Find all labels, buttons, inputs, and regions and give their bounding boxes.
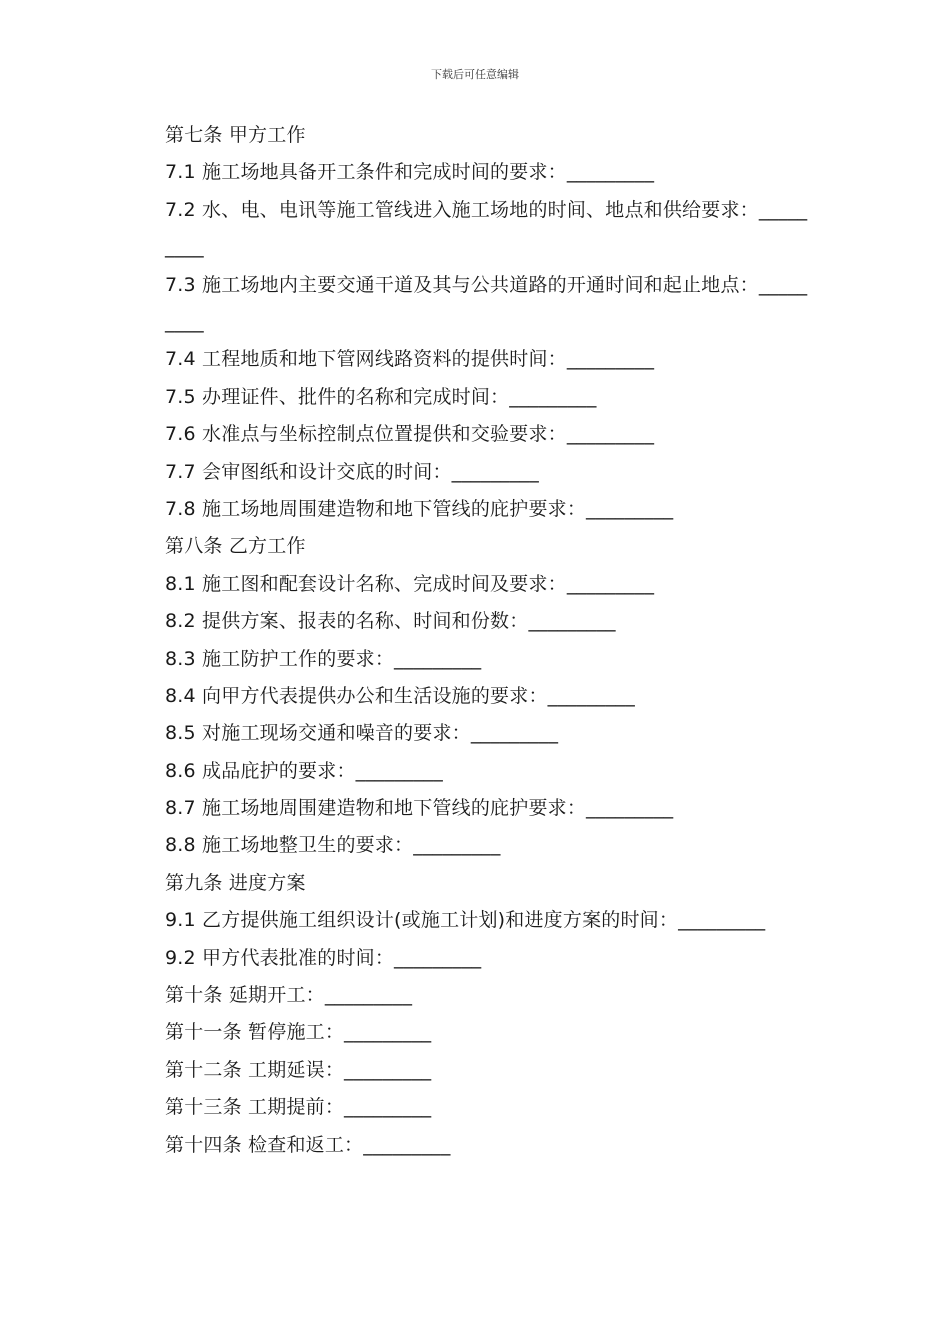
- clause-7-3: 7.3 施工场地内主要交通干道及其与公共道路的开通时间和起止地点：_________: [165, 273, 808, 333]
- article-13: 第十三条 工期提前：_________: [165, 1096, 432, 1119]
- article-14: 第十四条 检查和返工：_________: [165, 1133, 451, 1156]
- article-12: 第十二条 工期延误：_________: [165, 1058, 432, 1081]
- clause-7-1: 7.1 施工场地具备开工条件和完成时间的要求：_________: [165, 161, 655, 184]
- page-header: 下载后可任意编辑: [431, 68, 519, 81]
- clause-8-5: 8.5 对施工现场交通和噪音的要求：_________: [165, 722, 559, 745]
- article-8-heading: 第八条 乙方工作: [165, 535, 306, 558]
- clause-8-6: 8.6 成品庇护的要求：_________: [165, 759, 443, 782]
- clause-8-8: 8.8 施工场地整卫生的要求：_________: [165, 834, 501, 857]
- clause-7-4: 7.4 工程地质和地下管网线路资料的提供时间：_________: [165, 348, 655, 371]
- clause-7-6: 7.6 水准点与坐标控制点位置提供和交验要求：_________: [165, 423, 655, 446]
- clause-7-7: 7.7 会审图纸和设计交底的时间：_________: [165, 460, 539, 483]
- clause-8-3: 8.3 施工防护工作的要求：_________: [165, 647, 482, 670]
- clause-9-1: 9.1 乙方提供施工组织设计(或施工计划)和进度方案的时间：_________: [165, 909, 766, 932]
- article-11: 第十一条 暂停施工：_________: [165, 1021, 432, 1044]
- clause-7-8: 7.8 施工场地周围建造物和地下管线的庇护要求：_________: [165, 497, 674, 520]
- clause-8-7: 8.7 施工场地周围建造物和地下管线的庇护要求：_________: [165, 797, 674, 820]
- article-9-heading: 第九条 进度方案: [165, 871, 306, 894]
- clause-8-1: 8.1 施工图和配套设计名称、完成时间及要求：_________: [165, 572, 655, 595]
- article-10: 第十条 延期开工：_________: [165, 984, 413, 1007]
- clause-9-2: 9.2 甲方代表批准的时间：_________: [165, 946, 482, 969]
- clause-8-4: 8.4 向甲方代表提供办公和生活设施的要求：_________: [165, 684, 635, 707]
- clause-7-5: 7.5 办理证件、批件的名称和完成时间：_________: [165, 385, 597, 408]
- clause-7-2: 7.2 水、电、电讯等施工管线进入施工场地的时间、地点和供给要求：_________: [165, 198, 808, 259]
- article-7-heading: 第七条 甲方工作: [165, 124, 306, 146]
- document-body: [145, 117, 809, 1164]
- clause-8-2: 8.2 提供方案、报表的名称、时间和份数：_________: [165, 610, 616, 633]
